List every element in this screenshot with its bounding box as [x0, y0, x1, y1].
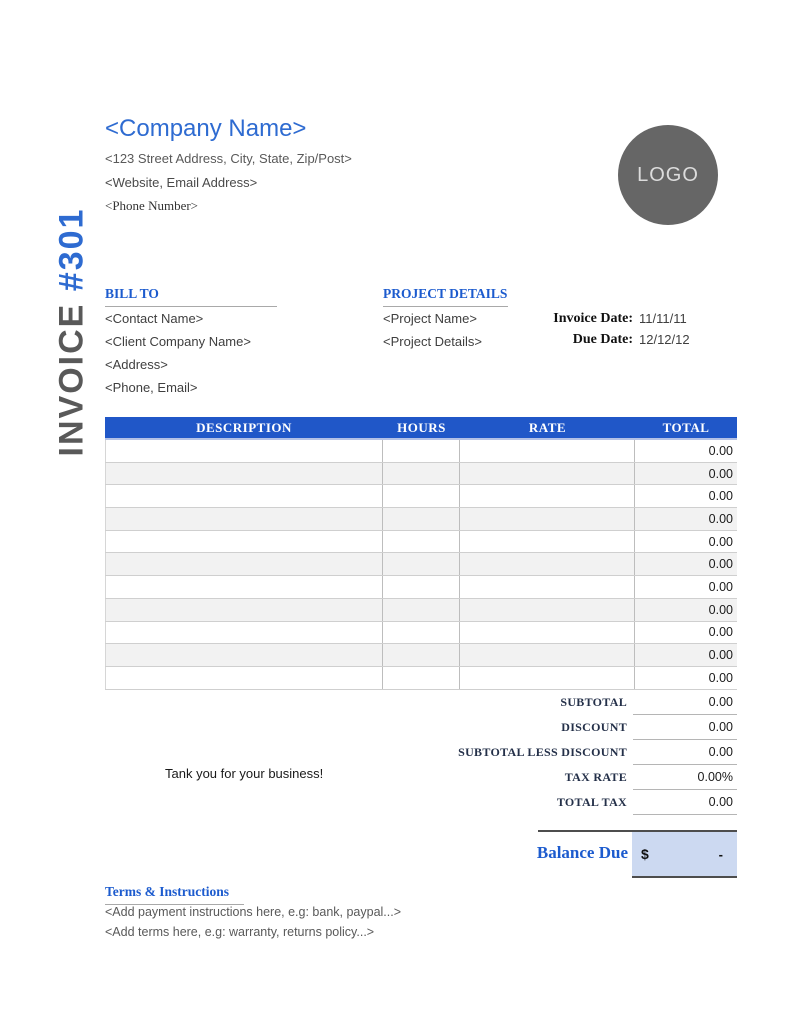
project-field[interactable]: <Project Details> — [383, 334, 482, 349]
cell-hours[interactable] — [383, 463, 460, 485]
company-website[interactable]: <Website, Email Address> — [105, 175, 258, 190]
terms-field[interactable]: <Add terms here, e.g: warranty, returns policy...> — [105, 924, 375, 939]
cell-description[interactable] — [105, 667, 383, 689]
balance-bottom-rule — [632, 876, 737, 878]
total-label: SUBTOTAL LESS DISCOUNT — [458, 745, 627, 759]
total-row — [300, 715, 737, 740]
cell-rate[interactable] — [460, 531, 635, 553]
table-row — [105, 622, 737, 645]
total-value[interactable]: 0.00 — [633, 790, 737, 815]
logo-text: LOGO — [637, 163, 699, 186]
cell-hours[interactable] — [383, 622, 460, 644]
cell-rate[interactable] — [460, 644, 635, 666]
terms-heading: Terms & Instructions — [105, 884, 244, 905]
invoice-number[interactable]: #301 — [52, 207, 91, 292]
header-description: DESCRIPTION — [196, 419, 292, 435]
balance-due-box — [632, 832, 737, 876]
total-value[interactable]: 0.00 — [633, 690, 737, 715]
balance-due-amount: - — [718, 846, 723, 862]
cell-rate[interactable] — [460, 553, 635, 575]
total-label: SUBTOTAL — [560, 695, 627, 709]
invoice-title — [53, 208, 92, 457]
table-row — [105, 508, 737, 531]
table-row — [105, 667, 737, 690]
table-row — [105, 644, 737, 667]
date-value[interactable]: 11/11/11 — [639, 311, 687, 326]
total-row — [300, 790, 737, 815]
balance-due-label: Balance Due — [536, 843, 628, 862]
cell-rate[interactable] — [460, 463, 635, 485]
cell-description[interactable] — [105, 485, 383, 507]
date-row — [400, 329, 737, 350]
cell-description[interactable] — [105, 599, 383, 621]
table-header-row — [105, 417, 737, 440]
cell-total: 0.00 — [708, 466, 733, 481]
cell-total: 0.00 — [708, 579, 733, 594]
table-row — [105, 553, 737, 576]
table-row — [105, 599, 737, 622]
table-row — [105, 531, 737, 554]
cell-total: 0.00 — [708, 489, 733, 504]
table-row — [105, 440, 737, 463]
bill-to-field[interactable]: <Phone, Email> — [105, 380, 198, 395]
cell-hours[interactable] — [383, 599, 460, 621]
cell-total: 0.00 — [708, 648, 733, 663]
thank-you-note: Tank you for your business! — [165, 766, 324, 781]
bill-to-section — [105, 286, 277, 399]
cell-total: 0.00 — [708, 602, 733, 617]
cell-hours[interactable] — [383, 508, 460, 530]
cell-rate[interactable] — [460, 485, 635, 507]
terms-lines — [105, 903, 401, 942]
date-row — [400, 308, 737, 329]
date-label: Due Date: — [572, 331, 633, 347]
cell-rate[interactable] — [460, 599, 635, 621]
total-row — [300, 690, 737, 715]
invoice-word: INVOICE — [52, 291, 91, 457]
cell-total: 0.00 — [708, 534, 733, 549]
cell-total: 0.00 — [708, 625, 733, 640]
date-label: Invoice Date: — [553, 310, 633, 326]
cell-rate[interactable] — [460, 622, 635, 644]
company-phone[interactable]: <Phone Number> — [105, 198, 199, 213]
project-details-heading: PROJECT DETAILS — [383, 286, 508, 307]
total-label: TOTAL TAX — [556, 795, 627, 809]
total-label: TAX RATE — [564, 770, 627, 784]
cell-hours[interactable] — [383, 667, 460, 689]
bill-to-field[interactable]: <Contact Name> — [105, 311, 204, 326]
cell-description[interactable] — [105, 644, 383, 666]
cell-total: 0.00 — [708, 511, 733, 526]
table-row — [105, 576, 737, 599]
bill-to-heading: BILL TO — [105, 286, 277, 307]
header-hours: HOURS — [397, 419, 446, 435]
cell-rate[interactable] — [460, 576, 635, 598]
cell-description[interactable] — [105, 508, 383, 530]
table-row — [105, 463, 737, 486]
totals-section — [300, 690, 737, 815]
total-value[interactable]: 0.00 — [633, 740, 737, 765]
table-body — [105, 440, 737, 690]
cell-description[interactable] — [105, 553, 383, 575]
cell-description[interactable] — [105, 576, 383, 598]
cell-total: 0.00 — [708, 443, 733, 458]
logo — [618, 125, 718, 225]
company-name[interactable]: <Company Name> — [105, 115, 307, 142]
cell-hours[interactable] — [383, 553, 460, 575]
cell-rate[interactable] — [460, 508, 635, 530]
cell-description[interactable] — [105, 531, 383, 553]
company-address[interactable]: <123 Street Address, City, State, Zip/Post> — [105, 151, 352, 166]
cell-hours[interactable] — [383, 485, 460, 507]
currency-symbol: $ — [641, 846, 649, 862]
line-items-table — [105, 417, 737, 690]
bill-to-lines — [105, 308, 277, 399]
header-rate: RATE — [528, 419, 567, 435]
total-value[interactable]: 0.00 — [633, 715, 737, 740]
bill-to-field[interactable]: <Address> — [105, 357, 168, 372]
cell-description[interactable] — [105, 463, 383, 485]
bill-to-field[interactable]: <Client Company Name> — [105, 334, 251, 349]
date-value[interactable]: 12/12/12 — [639, 332, 690, 347]
cell-description[interactable] — [105, 622, 383, 644]
project-field[interactable]: <Project Name> — [383, 311, 477, 326]
cell-rate[interactable] — [460, 440, 635, 462]
dates-section — [400, 308, 737, 350]
terms-field[interactable]: <Add payment instructions here, e.g: bank, paypal...> — [105, 905, 402, 919]
total-label: DISCOUNT — [561, 720, 627, 734]
cell-rate[interactable] — [460, 667, 635, 689]
cell-description[interactable] — [105, 440, 383, 462]
cell-hours[interactable] — [383, 644, 460, 666]
cell-total: 0.00 — [708, 557, 733, 572]
cell-hours[interactable] — [383, 576, 460, 598]
table-row — [105, 485, 737, 508]
total-row — [300, 740, 737, 765]
header-total: TOTAL — [662, 419, 710, 435]
cell-hours[interactable] — [383, 440, 460, 462]
terms-section — [105, 884, 244, 905]
total-value[interactable]: 0.00% — [633, 765, 737, 790]
cell-total: 0.00 — [708, 670, 733, 685]
total-row — [300, 765, 737, 790]
cell-hours[interactable] — [383, 531, 460, 553]
